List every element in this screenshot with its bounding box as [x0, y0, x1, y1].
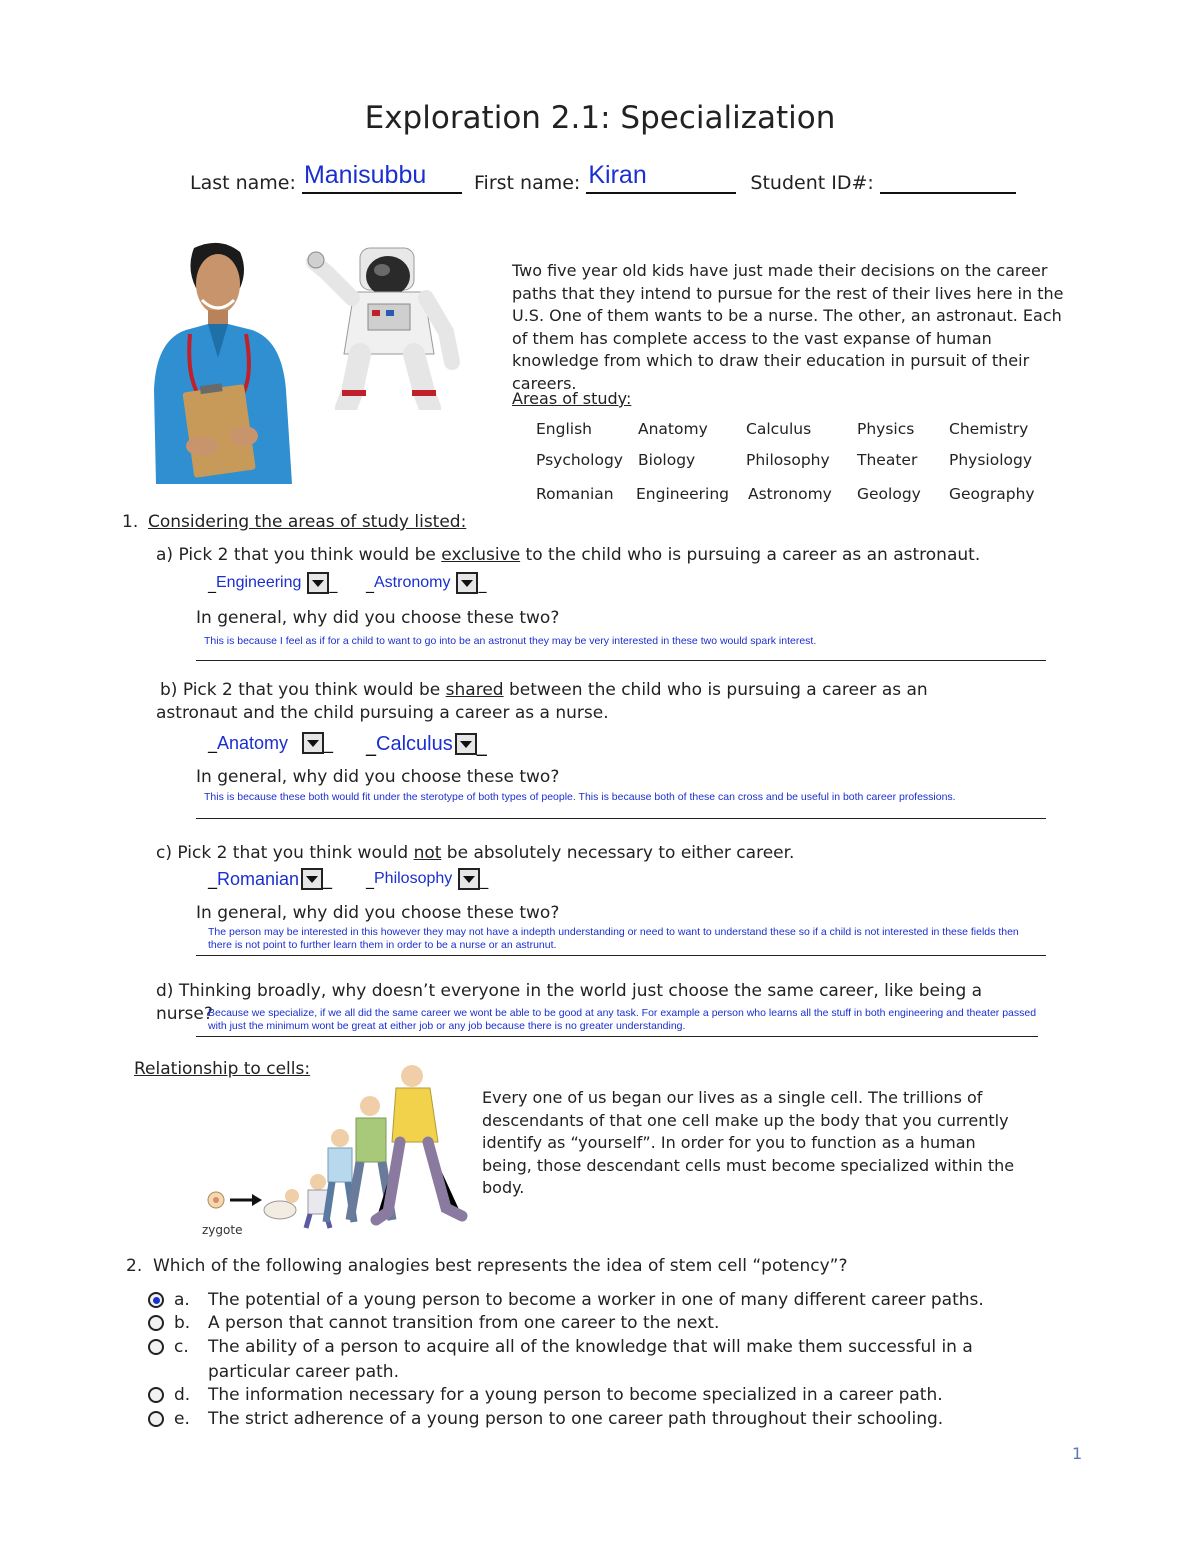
- q1c-post: be absolutely necessary to either career.: [441, 843, 795, 863]
- q2-option-c-text-line2: particular career path.: [208, 1362, 399, 1382]
- last-name-value: Manisubbu: [303, 161, 427, 189]
- intro-paragraph: Two five year old kids have just made their decisions on the career paths that they intend to pursue for the rest of their lives here in the U.S. One of them wants to be a nurse. The other, an astronaut. Each of them has complete access to the vast expanse of human knowledge from which to draw their education in pursuit of their careers.: [512, 261, 1064, 393]
- q2-option-b-text: A person that cannot transition from one career to the next.: [208, 1313, 720, 1333]
- cells-paragraph: Every one of us began our lives as a single cell. The trillions of descendants of that one cell make up the body that you currently identify as “yourself”. In order for you to function as a human being, those descendant cells must become specialized within the body.: [482, 1088, 1015, 1198]
- q1b-why-prompt: In general, why did you choose these two?: [196, 767, 560, 787]
- q1d-prompt: d) Thinking broadly, why doesn’t everyone in the world just choose the same career, like being a: [156, 981, 983, 1001]
- area-philosophy: Philosophy: [746, 451, 830, 469]
- dropdown-arrow-icon[interactable]: [455, 733, 477, 755]
- zygote-label: zygote: [202, 1223, 243, 1237]
- q2-option-b-radio[interactable]: [148, 1315, 164, 1331]
- q2-option-d-letter: d.: [174, 1385, 191, 1405]
- q1a-why-prompt: In general, why did you choose these two?: [196, 608, 560, 628]
- q1c-why-prompt: In general, why did you choose these two?: [196, 903, 560, 923]
- q1-number: 1.: [122, 512, 139, 532]
- q1a-prompt: [156, 545, 980, 565]
- cells-heading: Relationship to cells:: [134, 1059, 311, 1079]
- dropdown-arrow-icon[interactable]: [307, 572, 329, 594]
- student-id-label: Student ID#:: [750, 172, 874, 194]
- q2-option-c-text: The ability of a person to acquire all of the knowledge that will make them successful in a: [208, 1337, 973, 1357]
- area-physiology: Physiology: [949, 451, 1033, 469]
- area-astronomy: Astronomy: [748, 485, 832, 503]
- dropdown-arrow-icon[interactable]: [302, 732, 324, 754]
- q1-heading: Considering the areas of study listed:: [148, 512, 467, 532]
- area-theater: Theater: [857, 451, 918, 469]
- q1c-dropdown-2[interactable]: _ Philosophy _: [366, 869, 489, 889]
- first-name-field[interactable]: [586, 161, 736, 194]
- q1c-answer[interactable]: The person may be interested in this however they may not have a indepth understanding or need to want to understand these so if a child is not interested in these fields then there is not point to further learn them in order to be a nurse or an astrunut.: [208, 926, 1019, 951]
- last-name-label: Last name:: [190, 172, 296, 194]
- page-title: Exploration 2.1: Specialization: [364, 100, 836, 136]
- dropdown-arrow-icon[interactable]: [456, 572, 478, 594]
- q1a-choice-1: Engineering: [216, 574, 302, 591]
- q2-option-a-text: The potential of a young person to become a worker in one of many different career paths.: [208, 1290, 984, 1310]
- q1a-answer-line: [196, 660, 1046, 661]
- q1b-answer-line: [196, 818, 1046, 819]
- student-id-field[interactable]: [880, 168, 1016, 194]
- q1b-prompt-line2: astronaut and the child pursuing a career as a nurse.: [156, 703, 609, 723]
- q1a-dropdown-1[interactable]: _ Engineering _: [208, 573, 338, 593]
- q1d-prompt-line2: nurse?: [156, 1004, 213, 1024]
- q2-option-d-radio[interactable]: [148, 1387, 164, 1403]
- q1b-choice-1: Anatomy: [217, 732, 289, 753]
- q1b-pre: b) Pick 2 that you think would be: [160, 680, 446, 700]
- areas-heading: Areas of study:: [512, 389, 632, 408]
- area-romanian: Romanian: [536, 485, 614, 503]
- q1b-key: shared: [445, 680, 504, 700]
- area-calculus: Calculus: [746, 420, 812, 438]
- q1c-answer-line: [196, 955, 1046, 956]
- q2-option-d-text: The information necessary for a young person to become specialized in a career path.: [208, 1385, 943, 1405]
- q2-option-c-letter: c.: [174, 1337, 189, 1357]
- q1b-prompt: [160, 680, 928, 700]
- astronaut-image: [306, 242, 464, 410]
- area-geology: Geology: [857, 485, 921, 503]
- area-chemistry: Chemistry: [949, 420, 1029, 438]
- q2-question: Which of the following analogies best represents the idea of stem cell “potency”?: [153, 1256, 848, 1276]
- q1c-pre: c) Pick 2 that you think would: [156, 843, 414, 863]
- q1d-answer-line: [196, 1036, 1038, 1037]
- q2-option-e-text: The strict adherence of a young person to one career path throughout their schooling.: [208, 1409, 944, 1429]
- area-physics: Physics: [857, 420, 915, 438]
- radio-selected-dot: [153, 1297, 160, 1304]
- q1b-post: between the child who is pursuing a career as an: [503, 680, 928, 700]
- q1d-answer[interactable]: Because we specialize, if we all did the same career we wont be able to be good at any task. For example a person who learns all the stuff in both engineering and theater passed with just the minimum wont be great at either job or any job because there is no greater understanding.: [208, 1007, 1037, 1032]
- page-number: 1: [1072, 1444, 1083, 1463]
- q1b-answer[interactable]: This is because these both would fit under the sterotype of both types of people. This is because both of these can cross and be useful in both career professions.: [204, 791, 956, 803]
- last-name-field[interactable]: [302, 161, 462, 194]
- area-geography: Geography: [949, 485, 1035, 503]
- first-name-label: First name:: [474, 172, 581, 194]
- q1c-choice-1: Romanian: [217, 868, 300, 889]
- q2-option-c-radio[interactable]: [148, 1339, 164, 1355]
- human-development-image: [200, 1062, 470, 1240]
- q2-option-e-radio[interactable]: [148, 1411, 164, 1427]
- area-engineering: Engineering: [636, 485, 729, 503]
- q1b-dropdown-2[interactable]: _ Calculus _: [366, 732, 487, 756]
- nurse-image: [136, 240, 296, 484]
- area-english: English: [536, 420, 592, 438]
- q2-option-a-radio[interactable]: [148, 1292, 164, 1308]
- dropdown-arrow-icon[interactable]: [301, 868, 323, 890]
- q1b-choice-2: Calculus: [376, 732, 453, 755]
- q1a-key: exclusive: [441, 545, 521, 565]
- q1a-choice-2: Astronomy: [374, 574, 451, 591]
- q1c-dropdown-1[interactable]: _ Romanian _: [208, 868, 333, 890]
- q2-number: 2.: [126, 1256, 143, 1276]
- area-biology: Biology: [638, 451, 696, 469]
- student-info-row: [190, 161, 1016, 194]
- q2-option-b-letter: b.: [174, 1313, 191, 1333]
- q1a-pre: a) Pick 2 that you think would be: [156, 545, 442, 565]
- area-psychology: Psychology: [536, 451, 623, 469]
- q1a-answer[interactable]: This is because I feel as if for a child to want to go into be an astronut they may be very interested in these two would spark interest.: [204, 635, 817, 647]
- q1c-key: not: [413, 843, 442, 863]
- area-anatomy: Anatomy: [638, 420, 708, 438]
- dropdown-arrow-icon[interactable]: [458, 868, 480, 890]
- q2-option-a-letter: a.: [174, 1290, 190, 1310]
- first-name-value: Kiran: [588, 161, 647, 189]
- q1a-post: to the child who is pursuing a career as an astronaut.: [520, 545, 981, 565]
- q1a-dropdown-2[interactable]: _ Astronomy _: [366, 573, 487, 593]
- q1c-choice-2: Philosophy: [374, 870, 453, 887]
- q1b-dropdown-1[interactable]: _ Anatomy _: [208, 732, 334, 754]
- q2-option-e-letter: e.: [174, 1409, 190, 1429]
- q1c-prompt: [156, 843, 794, 863]
